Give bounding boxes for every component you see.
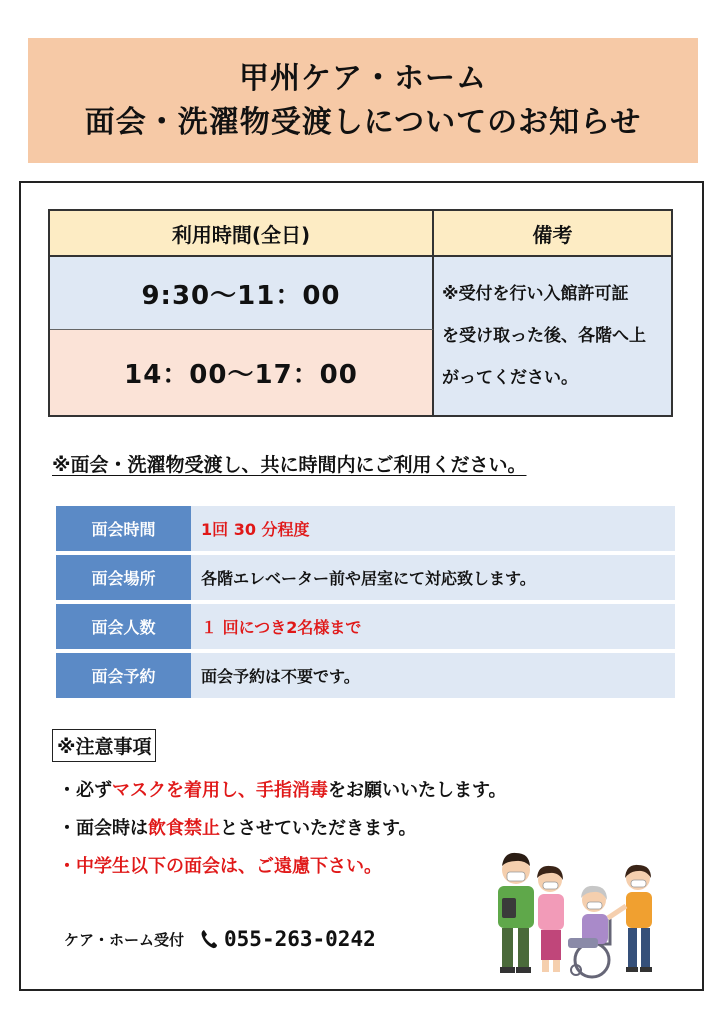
caution-list [58,772,507,886]
title-banner [28,38,698,163]
visitors-illustration [492,848,668,980]
hours-note [434,257,671,415]
info-row-location [56,555,675,600]
hours-note-line: を受け取った後、各階へ上 [442,326,646,346]
hours-table [48,209,673,417]
caregiver-figure [608,865,652,972]
hours-slot-morning: 9:30～11：00 [50,257,434,330]
info-value: 各階エレベーター前や居室にて対応致します。 [191,555,675,600]
woman-pink-figure [537,866,564,972]
caution-item-mask [58,772,507,810]
caution-highlight: マスクを着用し、手指消毒 [112,780,328,801]
caution-heading: ※注意事項 [52,729,156,762]
info-value: 面会予約は不要です。 [191,653,675,698]
hours-header-note: 備考 [434,211,671,257]
info-label: 面会時間 [56,506,191,551]
hours-note-line: がってください。 [442,368,578,388]
hours-slot-afternoon: 14：00～17：00 [50,330,434,415]
phone-icon [200,929,218,949]
caution-highlight: 飲食禁止 [148,818,220,839]
info-label: 面会場所 [56,555,191,600]
elder-wheelchair-figure [568,886,610,977]
contact-label: ケア・ホーム受付 [64,930,185,949]
info-label: 面会人数 [56,604,191,649]
hours-header-time: 利用時間(全日) [50,211,434,257]
man-figure [498,853,534,973]
info-row-reservation [56,653,675,698]
phone-number: 055-263-0242 [224,927,376,951]
caution-text: とさせていただきます。 [220,818,417,839]
info-label: 面会予約 [56,653,191,698]
caution-text: ・面会時は [58,818,148,839]
title-line1: 甲州ケア・ホーム [239,60,487,96]
title-line2: 面会・洗濯物受渡しについてのお知らせ [84,104,642,140]
caution-text: をお願いいたします。 [328,780,507,801]
info-row-duration [56,506,675,551]
caution-item-children: ・中学生以下の面会は、ご遠慮下さい。 [58,856,382,877]
caution-text: ・必ず [58,780,112,801]
hours-note-line: ※受付を行い入館許可証 [442,284,629,304]
usage-notice: ※面会・洗濯物受渡し、共に時間内にご利用ください。 [52,454,527,476]
info-row-people [56,604,675,649]
info-value: １ 回につき2名様まで [191,604,675,649]
caution-item-food [58,810,507,848]
contact-info [64,927,376,951]
visit-info-table [56,506,675,702]
info-value: 1回 30 分程度 [191,506,675,551]
